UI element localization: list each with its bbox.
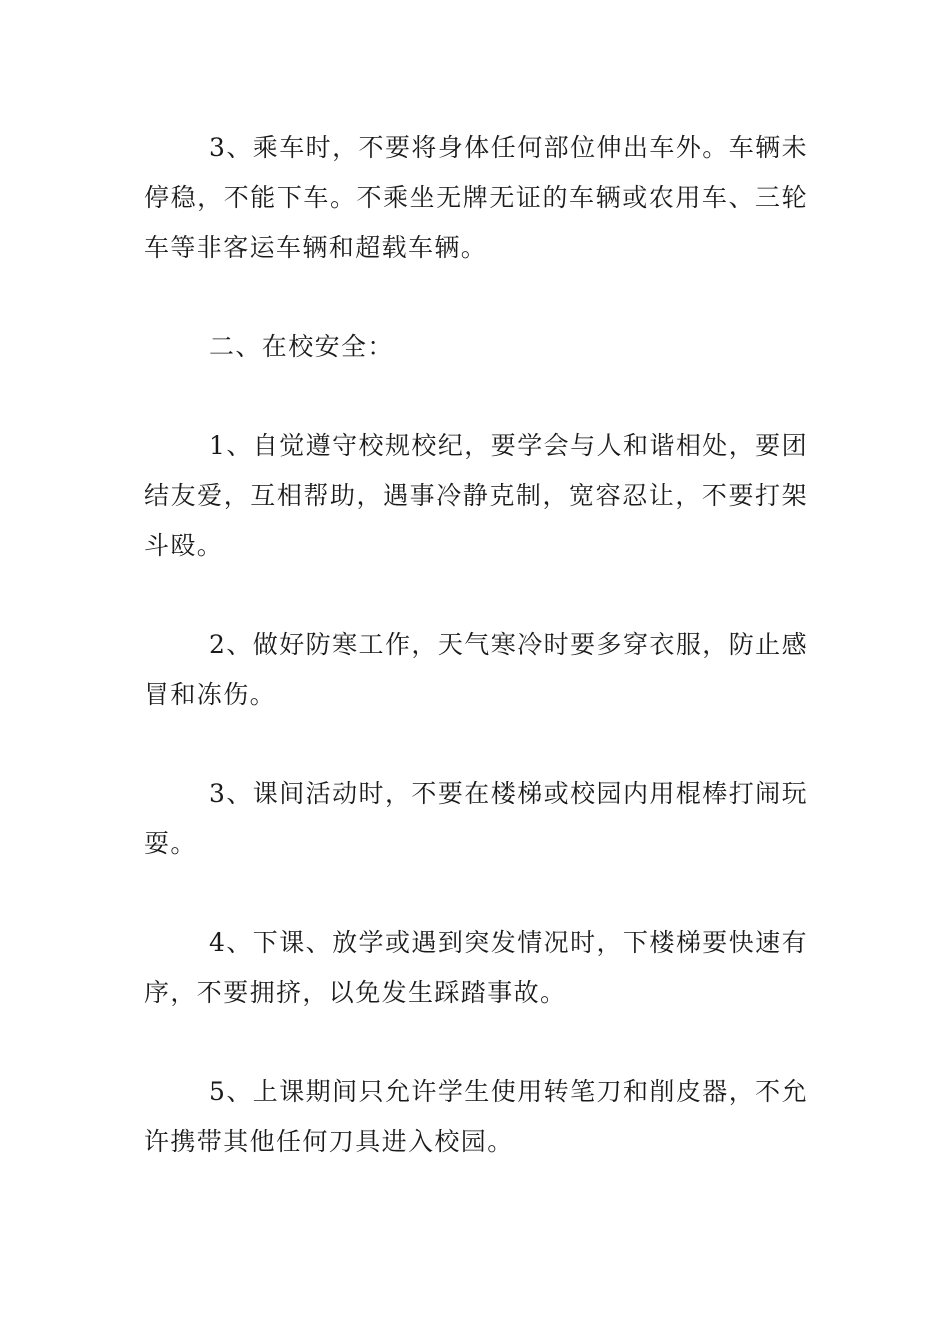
document-body bbox=[144, 123, 808, 1167]
paragraph-gap bbox=[144, 372, 808, 421]
paragraph-gap bbox=[144, 1018, 808, 1067]
paragraph-rule-3: 3、课间活动时，不要在楼梯或校园内用棍棒打闹玩耍。 bbox=[144, 779, 808, 858]
paragraph-gap bbox=[144, 869, 808, 918]
paragraph-rule-2: 2、做好防寒工作，天气寒冷时要多穿衣服，防止感冒和冻伤。 bbox=[144, 630, 808, 709]
paragraph-rule-1: 1、自觉遵守校规校纪，要学会与人和谐相处，要团结友爱，互相帮助，遇事冷静克制，宽容忍让，不要打架斗殴。 bbox=[144, 431, 808, 560]
paragraph-gap bbox=[144, 720, 808, 769]
paragraph-rule-5: 5、上课期间只允许学生使用转笔刀和削皮器，不允许携带其他任何刀具进入校园。 bbox=[144, 1077, 808, 1156]
paragraph-ride-safety: 3、乘车时，不要将身体任何部位伸出车外。车辆未停稳，不能下车。不乘坐无牌无证的车辆或农用车、三轮车等非客运车辆和超载车辆。 bbox=[144, 133, 808, 262]
section-heading-school-safety: 二、在校安全： bbox=[209, 332, 394, 361]
paragraph-rule-4: 4、下课、放学或遇到突发情况时，下楼梯要快速有序，不要拥挤，以免发生踩踏事故。 bbox=[144, 928, 808, 1007]
paragraph-gap bbox=[144, 571, 808, 620]
paragraph-gap bbox=[144, 273, 808, 322]
